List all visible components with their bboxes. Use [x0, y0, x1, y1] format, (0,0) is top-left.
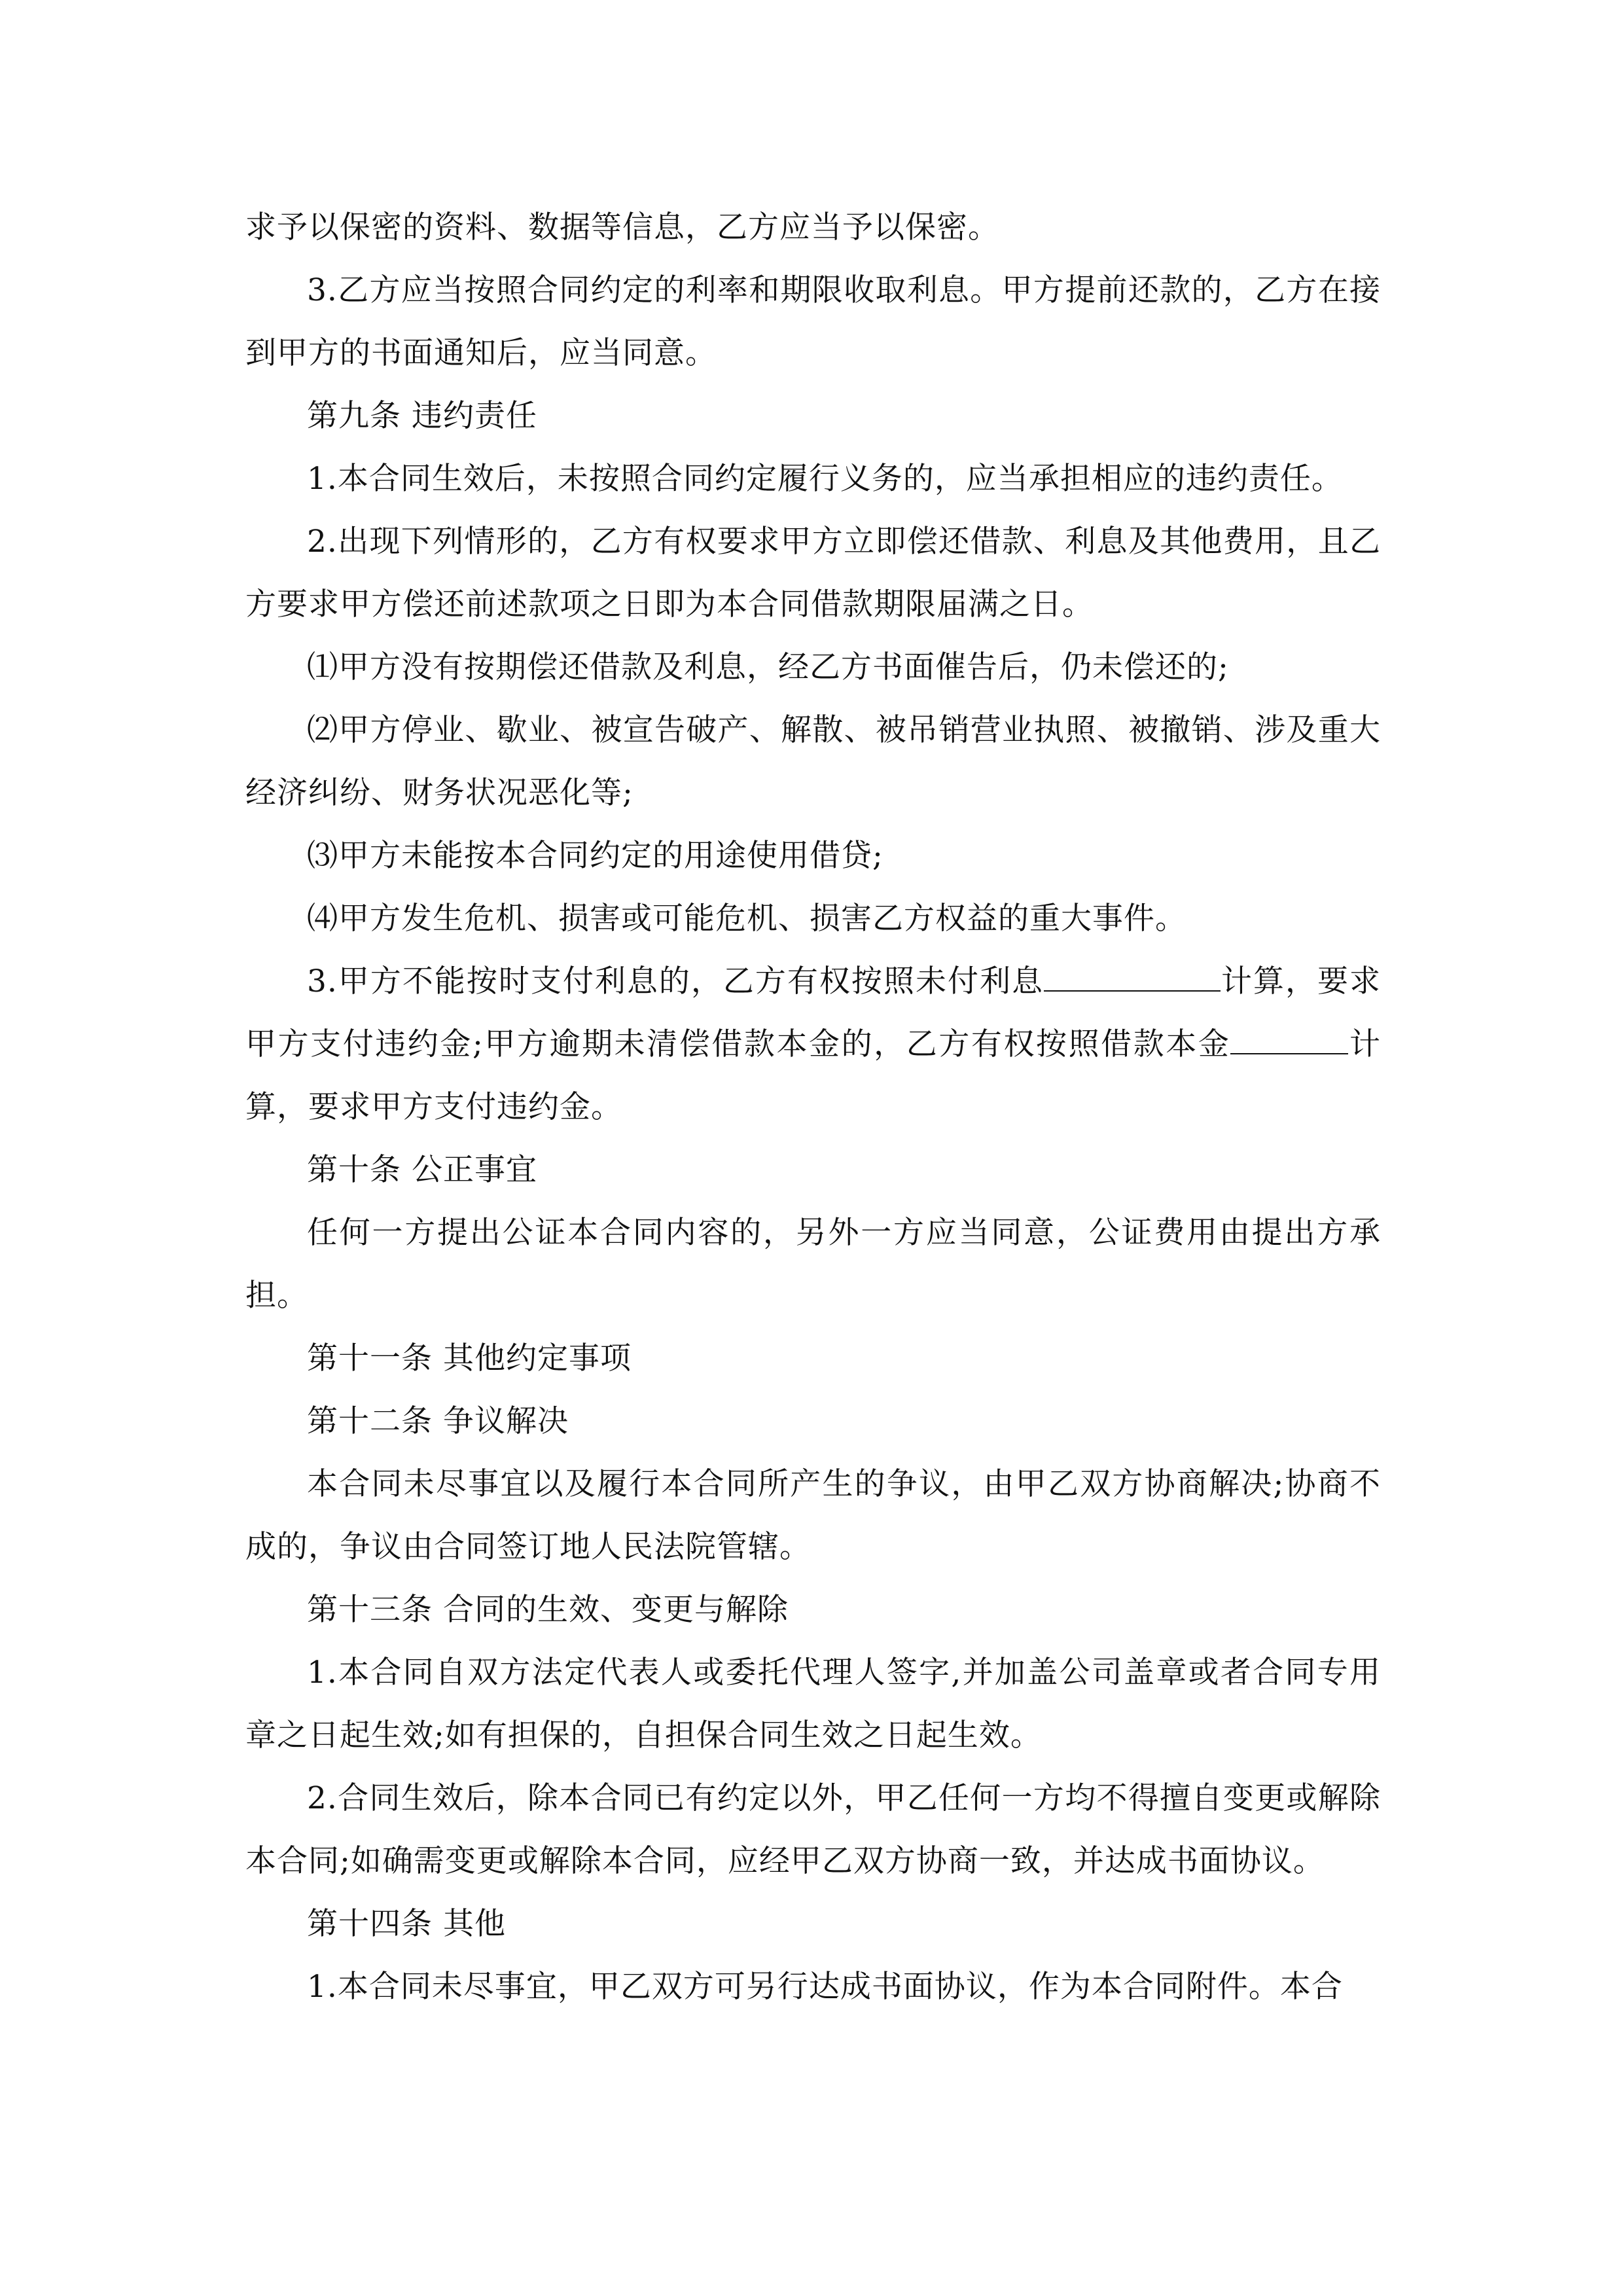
clause-9-item-2: 2.出现下列情形的，乙方有权要求甲方立即偿还借款、利息及其他费用，且乙方要求甲方偿还前述款项之日即为本合同借款期限届满之日。 [245, 524, 1381, 622]
clause-9-item-3-part-1: 3.甲方不能按时支付利息的，乙方有权按照未付利息 [307, 963, 1044, 999]
article-14-heading: 第十四条 其他 [307, 1906, 506, 1942]
article-12-heading: 第十二条 争议解决 [307, 1403, 569, 1439]
clause-13-item-2: 2.合同生效后，除本合同已有约定以外，甲乙任何一方均不得擅自变更或解除本合同;如确需变更或解除本合同，应经甲乙双方协商一致，并达成书面协议。 [245, 1780, 1381, 1879]
clause-13-item-1: 1.本合同自双方法定代表人或委托代理人签字,并加盖公司盖章或者合同专用章之日起生效;如有担保的，自担保合同生效之日起生效。 [245, 1655, 1381, 1753]
clause-8-item-3: 3.乙方应当按照合同约定的利率和期限收取利息。甲方提前还款的，乙方在接到甲方的书面通知后，应当同意。 [245, 272, 1381, 371]
article-10-heading: 第十条 公正事宜 [307, 1152, 537, 1188]
clause-10-body: 任何一方提出公证本合同内容的，另外一方应当同意，公证费用由提出方承担。 [245, 1215, 1381, 1314]
clause-9-item-1: 1.本合同生效后，未按照合同约定履行义务的，应当承担相应的违约责任。 [307, 461, 1343, 497]
clause-9-item-2-sub-3: ⑶甲方未能按本合同约定的用途使用借贷; [307, 838, 883, 874]
clause-14-item-1: 1.本合同未尽事宜，甲乙双方可另行达成书面协议，作为本合同附件。本合 [307, 1969, 1343, 2005]
clause-9-item-3-part-3: 计算，要求甲方支付违约金。 [245, 1026, 1381, 1125]
clause-12-body: 本合同未尽事宜以及履行本合同所产生的争议，由甲乙双方协商解决;协商不成的，争议由合同签订地人民法院管辖。 [245, 1466, 1381, 1565]
article-9-heading: 第九条 违约责任 [307, 398, 537, 434]
fill-in-blank-principal-rate[interactable] [1230, 1022, 1348, 1054]
clause-9-item-2-sub-2: ⑵甲方停业、歇业、被宣告破产、解散、被吊销营业执照、被撤销、涉及重大经济纠纷、财务状况恶化等; [245, 712, 1381, 811]
clause-9-item-3-part-2: 计算，要求甲方支付违约金;甲方逾期未清偿借款本金的，乙方有权按照借款本金 [245, 963, 1382, 1062]
document-page [245, 196, 1381, 2018]
article-13-heading: 第十三条 合同的生效、变更与解除 [307, 1592, 789, 1628]
clause-9-item-2-sub-4: ⑷甲方发生危机、损害或可能危机、损害乙方权益的重大事件。 [307, 901, 1186, 937]
paragraph-continuation: 求予以保密的资料、数据等信息，乙方应当予以保密。 [245, 209, 999, 245]
fill-in-blank-interest-rate[interactable] [1044, 960, 1221, 992]
clause-9-item-3 [245, 950, 1381, 1139]
article-11-heading: 第十一条 其他约定事项 [307, 1340, 632, 1376]
clause-9-item-2-sub-1: ⑴甲方没有按期偿还借款及利息，经乙方书面催告后，仍未偿还的; [307, 649, 1229, 685]
